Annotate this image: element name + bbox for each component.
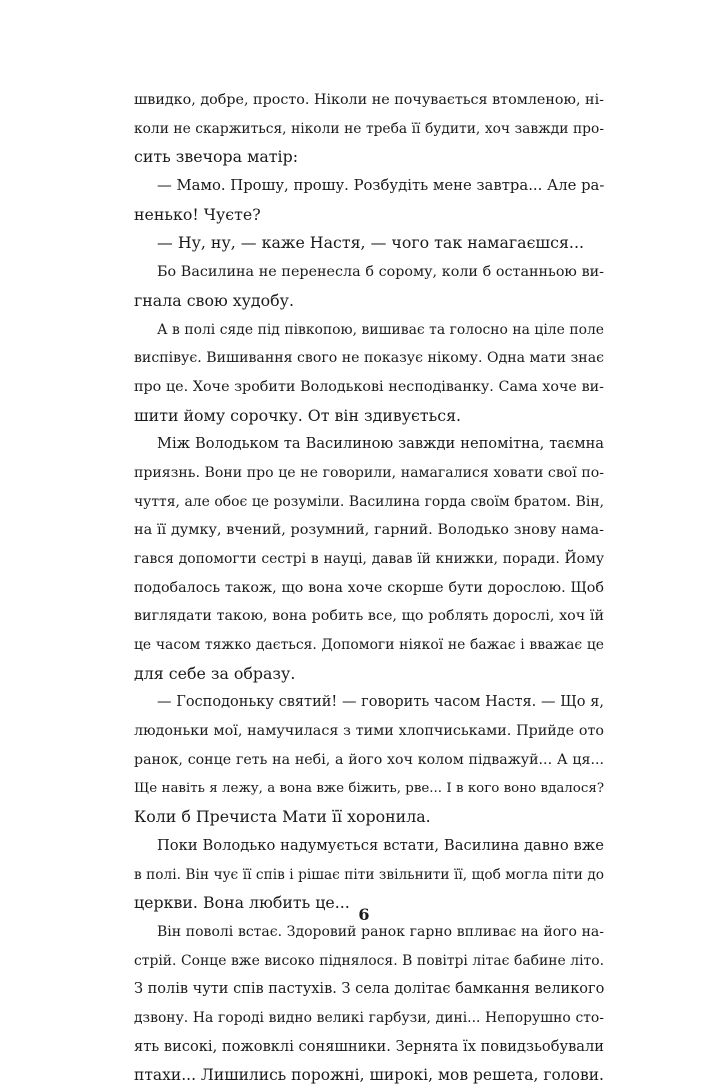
text-line: ять високі, пожовклі соняшники. Зернята їх повидзьобували (134, 1037, 604, 1055)
text-line: З полів чути спів пастухів. З села долітає бамкання великого (134, 981, 604, 998)
text-line: — Ну, ну, — каже Настя, — чого так намагаєшся... (157, 233, 584, 253)
page-text (134, 86, 604, 1090)
text-line: дзвону. На городі видно великі гарбузи, дині... Непорушно сто- (134, 1010, 604, 1026)
text-line: — Господоньку святий! — говорить часом Настя. — Що я, (157, 694, 604, 711)
text-line: виглядати такою, вона робить все, що роблять дорослі, хоч їй (134, 608, 604, 625)
text-line: швидко, добре, просто. Ніколи не почувається втомленою, ні- (134, 92, 604, 108)
text-line: Він поволі встає. Здоровий ранок гарно впливає на його на- (157, 923, 604, 940)
text-line: гнала свою худобу. (134, 290, 294, 310)
text-line: коли не скаржиться, ніколи не треба її будити, хоч завжди про- (134, 120, 604, 137)
text-line: виспівує. Вишивання свого не показує нікому. Одна мати знає (134, 350, 604, 367)
text-line: — Мамо. Прошу, прошу. Розбудіть мене завтра... Але ра- (157, 177, 604, 195)
text-line: Бо Василина не перенесла б сорому, коли б останньою ви- (157, 264, 604, 281)
text-line: Поки Володько надумується встати, Василина давно вже (157, 836, 604, 854)
text-line: Коли б Пречиста Мати її хоронила. (134, 807, 431, 827)
text-line: чуття, але обоє це розуміли. Василина горда своїм братом. Він, (134, 493, 604, 510)
text-line: для себе за образу. (134, 663, 296, 683)
text-line: в полі. Він чує її спів і рішає піти звільнити її, щоб могла піти до (134, 866, 604, 883)
text-line: ненько! Чуєте? (134, 204, 261, 224)
text-line: гався допомогти сестрі в науці, давав їй книжки, поради. Йому (134, 551, 604, 567)
text-line: приязнь. Вони про це не говорили, намагалися ховати свої по- (134, 464, 604, 481)
text-line: людоньки мої, намучилася з тими хлопчиськами. Прийде ото (134, 723, 604, 740)
text-line: на її думку, вчений, розумний, гарний. Володько знову нама- (134, 522, 604, 539)
text-line: Між Володьком та Василиною завжди непомітна, таємна (157, 435, 604, 453)
text-line: птахи... Лишились порожні, широкі, мов решета, голови. (134, 1066, 604, 1085)
text-line: А в полі сяде під півкопою, вишиває та голосно на ціле поле (157, 321, 604, 338)
text-line: подобалось також, що вона хоче скорше бути дорослою. Щоб (134, 579, 604, 596)
text-line: це часом тяжко дається. Допомоги ніякої не бажає і вважає це (134, 637, 604, 654)
page-number: 6 (358, 905, 370, 924)
text-line: шити йому сорочку. От він здивується. (134, 405, 462, 425)
text-line: стрій. Сонце вже високо піднялося. В повітрі літає бабине літо. (134, 952, 604, 969)
text-line: про це. Хоче зробити Володькові несподіванку. Сама хоче ви- (134, 378, 604, 395)
text-line: церкви. Вона любить це... (134, 893, 350, 913)
text-line: сить звечора матір: (134, 147, 299, 167)
text-line: ранок, сонце геть на небі, а його хоч колом підважуй... А ця... (134, 751, 604, 768)
text-line: Ще навіть я лежу, а вона вже біжить, рве... І в кого воно вдалося? (134, 780, 604, 796)
